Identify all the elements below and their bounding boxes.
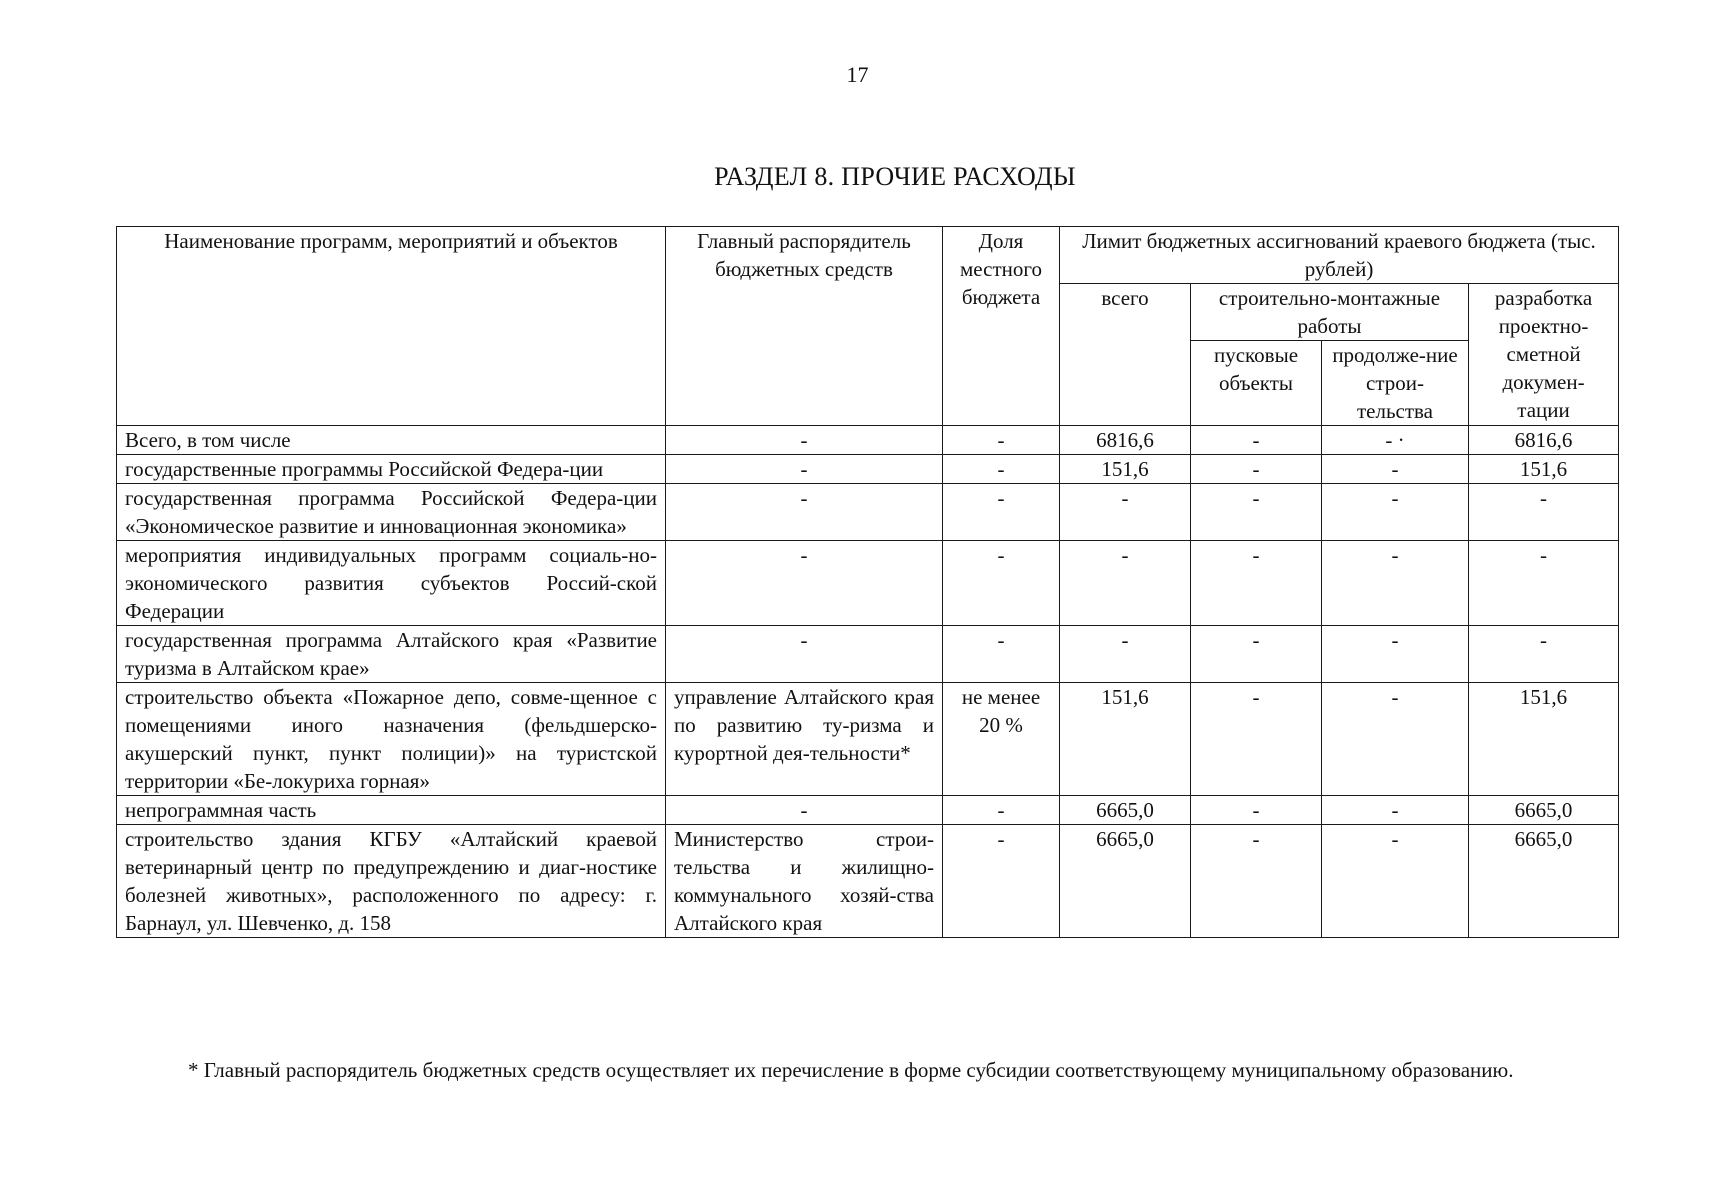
row-total: 6665,0 [1060,825,1191,938]
row-design: - [1469,484,1619,541]
table-row [117,825,1619,938]
header-name: Наименование программ, мероприятий и объектов [117,227,666,426]
row-local-share: - [943,796,1060,825]
header-manager: Главный распорядитель бюджетных средств [666,227,943,426]
table-row [117,796,1619,825]
row-continuation: - · [1322,426,1469,455]
row-launch: - [1191,796,1322,825]
row-continuation: - [1322,796,1469,825]
row-total: 151,6 [1060,455,1191,484]
row-total: - [1060,626,1191,683]
header-continuation: продолже-ние строи-тельства [1322,341,1469,426]
row-continuation: - [1322,626,1469,683]
row-design: - [1469,626,1619,683]
row-name: Всего, в том числе [117,426,666,455]
footnote: * Главный распорядитель бюджетных средств осуществляет их перечисление в форме субсидии соответствующему муниципальному образованию. [188,1058,1514,1082]
row-name: непрограммная часть [117,796,666,825]
row-continuation: - [1322,455,1469,484]
row-local-share: - [943,825,1060,938]
row-design: 151,6 [1469,455,1619,484]
table-row [117,455,1619,484]
row-local-share: - [943,484,1060,541]
row-name: строительство здания КГБУ «Алтайский краевой ветеринарный центр по предупреждению и диаг-ностике болезней животных», расположенного по адресу: г. Барнаул, ул. Шевченко, д. 158 [117,825,666,938]
header-launch: пусковые объекты [1191,341,1322,426]
table-row [117,541,1619,626]
row-manager: - [666,426,943,455]
row-design: 6665,0 [1469,825,1619,938]
row-manager: - [666,796,943,825]
row-total: - [1060,484,1191,541]
row-local-share: - [943,426,1060,455]
header-construction: строительно-монтажные работы [1191,284,1469,341]
row-total: - [1060,541,1191,626]
row-manager: - [666,455,943,484]
row-name: государственная программа Алтайского края «Развитие туризма в Алтайском крае» [117,626,666,683]
row-design: 6816,6 [1469,426,1619,455]
row-continuation: - [1322,825,1469,938]
header-limit: Лимит бюджетных ассигнований краевого бюджета (тыс. рублей) [1060,227,1619,284]
row-continuation: - [1322,683,1469,796]
row-local-share: - [943,455,1060,484]
table-row [117,626,1619,683]
table-row [117,426,1619,455]
row-name: государственные программы Российской Федера-ции [117,455,666,484]
row-name: государственная программа Российской Федера-ции «Экономическое развитие и инновационная экономика» [117,484,666,541]
row-launch: - [1191,825,1322,938]
page-number: 17 [846,62,869,87]
row-launch: - [1191,455,1322,484]
row-total: 6816,6 [1060,426,1191,455]
row-design: - [1469,541,1619,626]
row-local-share: не менее 20 % [943,683,1060,796]
row-launch: - [1191,484,1322,541]
row-continuation: - [1322,541,1469,626]
row-name: строительство объекта «Пожарное депо, совме-щенное с помещениями иного назначения (фельдшерско-акушерский пункт, пункт полиции)» на туристской территории «Бе-локуриха горная» [117,683,666,796]
row-continuation: - [1322,484,1469,541]
row-launch: - [1191,626,1322,683]
table-row [117,484,1619,541]
row-design: 6665,0 [1469,796,1619,825]
row-design: 151,6 [1469,683,1619,796]
budget-table [116,226,1619,938]
row-launch: - [1191,541,1322,626]
row-name: мероприятия индивидуальных программ социаль-но-экономического развития субъектов Россий-ской Федерации [117,541,666,626]
row-manager: управление Алтайского края по развитию ту-ризма и курортной дея-тельности* [666,683,943,796]
row-local-share: - [943,541,1060,626]
row-total: 151,6 [1060,683,1191,796]
header-design: разработка проектно-сметной докумен-тации [1469,284,1619,426]
section-title: РАЗДЕЛ 8. ПРОЧИЕ РАСХОДЫ [714,162,1076,191]
table-row [117,683,1619,796]
row-launch: - [1191,426,1322,455]
row-launch: - [1191,683,1322,796]
row-local-share: - [943,626,1060,683]
row-manager: - [666,626,943,683]
row-manager: - [666,484,943,541]
header-local-share: Доля местного бюджета [943,227,1060,426]
row-total: 6665,0 [1060,796,1191,825]
row-manager: Министерство строи-тельства и жилищно-коммунального хозяй-ства Алтайского края [666,825,943,938]
row-manager: - [666,541,943,626]
header-total: всего [1060,284,1191,426]
